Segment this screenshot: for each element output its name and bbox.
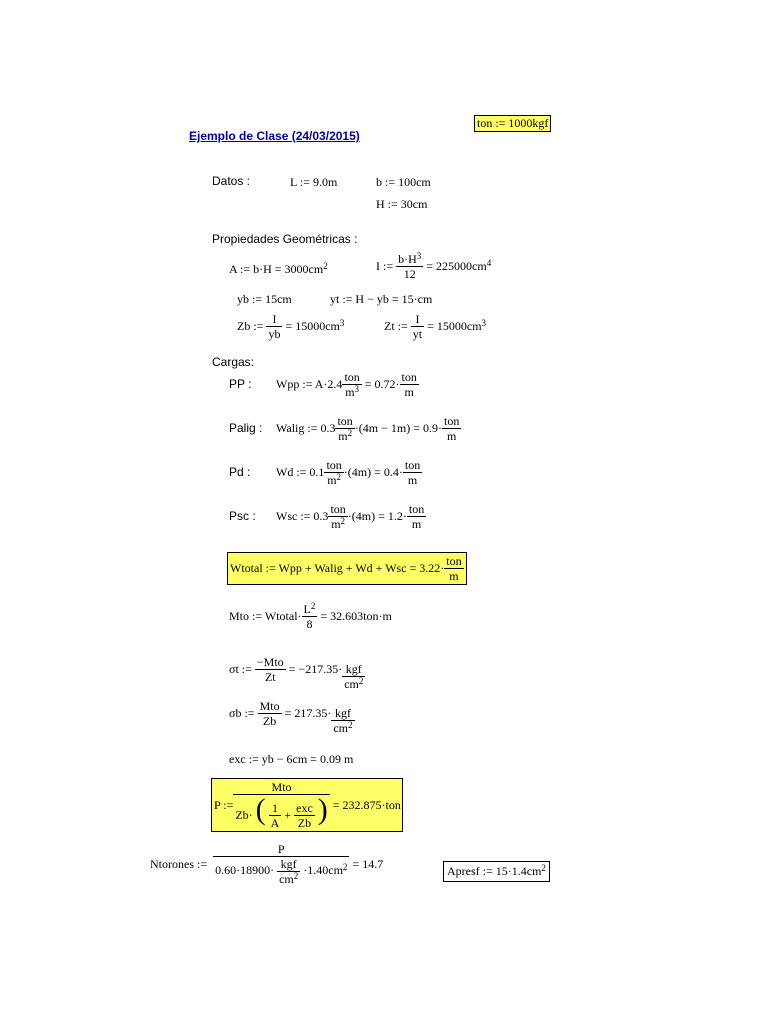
eq-Zb-lhs: Zb := bbox=[237, 319, 264, 333]
eq-Wsc-unit-den: m bbox=[331, 517, 341, 531]
eq-sigb-u-den: cm bbox=[333, 721, 349, 735]
eq-Walig bbox=[276, 414, 461, 443]
eq-Walig-unit bbox=[335, 414, 354, 443]
eq-P-den-pre: Zb· bbox=[235, 807, 253, 822]
eq-Wpp-r-den: m bbox=[404, 385, 414, 399]
palig-label: Palig : bbox=[229, 421, 263, 435]
eq-Wpp-lhs: Wpp := A·2.4 bbox=[276, 377, 343, 391]
eq-Walig-unit-num: ton bbox=[337, 414, 353, 428]
eq-P-f2 bbox=[294, 801, 315, 830]
eq-Zb-den: yb bbox=[268, 327, 281, 341]
eq-sigt-u-num: kgf bbox=[342, 662, 365, 677]
eq-Ntor-u-exp: 2 bbox=[293, 871, 299, 881]
eq-A bbox=[229, 262, 328, 277]
eq-sigt-den: Zt bbox=[264, 670, 276, 684]
datos-label: Datos : bbox=[212, 174, 251, 188]
eq-Wpp-unit-exp: 3 bbox=[354, 384, 360, 394]
eq-P-lhs: P := bbox=[214, 797, 234, 812]
eq-I-num: b·H bbox=[398, 252, 417, 266]
eq-Wpp-unit-den: m bbox=[345, 385, 355, 399]
eq-sigb-den: Zb bbox=[262, 714, 277, 728]
eq-sigb-u-exp: 2 bbox=[348, 720, 353, 730]
eq-I-lhs: I := bbox=[376, 259, 394, 273]
eq-P-rhs: = 232.875·ton bbox=[332, 797, 401, 812]
eq-Wpp bbox=[276, 370, 419, 399]
eq-P-f1-num: 1 bbox=[269, 801, 282, 816]
eq-Wsc-mid: ·(4m) = 1.2· bbox=[347, 509, 407, 523]
eq-P-frac bbox=[233, 780, 329, 831]
eq-sigb-frac bbox=[258, 699, 282, 728]
eq-sigb-lhs: σb := bbox=[229, 706, 255, 720]
eq-sigt-frac bbox=[255, 655, 286, 684]
eq-I: I := $\frac{b\cdot H^3}{12}$ = 225000cm $^4$ bbox=[376, 251, 492, 281]
eq-Ntor-frac bbox=[213, 842, 349, 886]
eq-Wpp-unit-num: ton bbox=[344, 370, 360, 384]
eq-Wsc-lhs: Wsc := 0.3 bbox=[276, 509, 329, 523]
eq-Apresf-exp: 2 bbox=[541, 863, 546, 873]
geo-label: Propiedades Geométricas : bbox=[212, 232, 358, 246]
eq-L: L := 9.0m bbox=[290, 175, 338, 189]
eq-P-lparen: ( bbox=[255, 792, 266, 826]
eq-Wd-result-unit bbox=[403, 458, 422, 487]
eq-Wsc-r-num: ton bbox=[408, 502, 425, 516]
eq-Wd-unit-den: m bbox=[327, 473, 337, 487]
eq-sigb-num: Mto bbox=[259, 699, 280, 713]
eq-Walig-lhs: Walig := 0.3 bbox=[276, 421, 336, 435]
eq-Wd-unit bbox=[324, 458, 343, 487]
eq-Ntor-rhs: = 14.7 bbox=[352, 856, 384, 871]
eq-A-exp: 2 bbox=[323, 261, 328, 271]
eq-Zt-lhs: Zt := bbox=[384, 319, 408, 333]
eq-Ntor-u-num: kgf bbox=[277, 857, 300, 872]
eq-Walig-result-unit bbox=[442, 414, 461, 443]
eq-Wtotal-lhs: Wtotal := Wpp + Walig + Wd + Wsc = 3.22· bbox=[230, 561, 445, 575]
ton-definition: ton := 1000kgf bbox=[477, 116, 549, 130]
P-box bbox=[211, 778, 403, 832]
eq-P-f2-num: exc bbox=[296, 801, 313, 816]
eq-Walig-r-den: m bbox=[447, 429, 457, 443]
eq-Wsc-unit-exp: 2 bbox=[340, 516, 346, 526]
eq-Wtotal-r-num: ton bbox=[446, 554, 462, 568]
eq-P-rparen: ) bbox=[317, 792, 328, 826]
eq-Mto-frac bbox=[302, 602, 318, 631]
eq-Walig-mid: ·(4m − 1m) = 0.9· bbox=[354, 421, 442, 435]
eq-sigt-num: −Mto bbox=[256, 655, 284, 669]
eq-Wsc-unit bbox=[328, 502, 347, 531]
eq-Ntor-num: P bbox=[213, 842, 349, 857]
eq-Zt-den: yt bbox=[412, 327, 423, 341]
eq-Wpp-r-num: ton bbox=[401, 370, 417, 384]
eq-Wd-unit-exp: 2 bbox=[336, 472, 342, 482]
eq-I-frac bbox=[396, 252, 423, 281]
eq-Zb-frac bbox=[266, 312, 282, 341]
eq-Zb-num: I bbox=[266, 312, 282, 327]
eq-P-plus: + bbox=[284, 807, 292, 822]
eq-sigt-unit bbox=[342, 662, 365, 691]
eq-Wpp-unit bbox=[342, 370, 361, 399]
eq-Walig-unit-den: m bbox=[338, 429, 348, 443]
wtotal-box bbox=[227, 552, 467, 585]
eq-sigt-lhs: σt := bbox=[229, 662, 252, 676]
cargas-label: Cargas: bbox=[212, 355, 255, 369]
eq-b: b := 100cm bbox=[376, 175, 431, 189]
eq-Zb: Zb := $\frac{I}{yb}$ = 15000cm $^3$ bbox=[237, 312, 345, 341]
eq-Wd-lhs: Wd := 0.1 bbox=[276, 465, 325, 479]
eq-I-rhs: = 225000cm bbox=[426, 259, 487, 273]
eq-Wd-unit-num: ton bbox=[326, 458, 342, 472]
eq-Zt-frac bbox=[411, 312, 424, 341]
eq-sigt-mid: = −217.35· bbox=[288, 662, 343, 676]
eq-yb: yb := 15cm bbox=[237, 292, 292, 306]
eq-P-f1-den: A bbox=[270, 816, 280, 831]
eq-Ntor-u-den: cm bbox=[279, 872, 294, 886]
page-title: Ejemplo de Clase (24/03/2015) bbox=[189, 129, 360, 143]
eq-Zt-num: I bbox=[411, 312, 424, 327]
eq-yt: yt := H − yb = 15·cm bbox=[330, 292, 433, 306]
eq-Ntor-unit bbox=[277, 857, 300, 886]
ton-definition-box bbox=[474, 115, 551, 132]
eq-Zt: Zt := $\frac{I}{yt}$ = 15000cm $^3$ bbox=[384, 312, 487, 341]
eq-P-f2-den: Zb bbox=[297, 816, 312, 831]
eq-sigma-t bbox=[229, 648, 365, 691]
eq-P-f1 bbox=[269, 801, 282, 830]
eq-Zb-rhs: = 15000cm bbox=[285, 319, 340, 333]
eq-Ntorones bbox=[150, 842, 383, 886]
eq-Wd-r-den: m bbox=[407, 473, 418, 487]
eq-Mto-num: L bbox=[303, 602, 311, 616]
eq-Zt-rhs: = 15000cm bbox=[427, 319, 482, 333]
apresf-box bbox=[443, 861, 550, 882]
eq-sigt-u-exp: 2 bbox=[358, 676, 364, 686]
eq-Ntor-den-pre: 0.60·18900· bbox=[215, 863, 275, 878]
eq-I-num-exp: 3 bbox=[416, 251, 422, 261]
eq-I-den: 12 bbox=[403, 267, 416, 281]
eq-Wd bbox=[276, 458, 422, 487]
eq-Mto-lhs: Mto := Wtotal· bbox=[229, 609, 302, 623]
eq-Wd-mid: ·(4m) = 0.4· bbox=[343, 465, 403, 479]
eq-sigb-unit bbox=[331, 706, 354, 735]
eq-A-text: A := b·H = 3000cm bbox=[229, 262, 324, 276]
eq-H: H := 30cm bbox=[376, 197, 428, 211]
eq-Mto-rhs: = 32.603ton·m bbox=[320, 609, 392, 623]
eq-sigb-u-num: kgf bbox=[331, 706, 354, 721]
eq-Walig-r-num: ton bbox=[444, 414, 460, 428]
eq-Apresf-text: Apresf := 15·1.4cm bbox=[447, 864, 542, 878]
eq-Mto-num-exp: 2 bbox=[310, 601, 316, 611]
eq-Wsc-result-unit bbox=[407, 502, 426, 531]
eq-P-num: Mto bbox=[233, 780, 329, 795]
eq-exc: exc := yb − 6cm = 0.09 m bbox=[229, 752, 354, 766]
eq-Wpp-result-unit bbox=[400, 370, 419, 399]
eq-sigt-u-den: cm bbox=[344, 677, 359, 691]
eq-Mto-den: 8 bbox=[306, 617, 313, 631]
eq-Ntor-lhs: Ntorones := bbox=[150, 856, 208, 871]
eq-Wsc bbox=[276, 502, 426, 531]
eq-Wtotal-unit bbox=[444, 554, 463, 583]
eq-sigma-b bbox=[229, 692, 355, 735]
eq-Wsc-r-den: m bbox=[411, 517, 422, 531]
eq-Wpp-mid: = 0.72· bbox=[364, 377, 400, 391]
eq-sigb-mid: = 217.35· bbox=[284, 706, 332, 720]
pp-label: PP : bbox=[229, 377, 252, 391]
eq-Wsc-unit-num: ton bbox=[330, 502, 346, 516]
eq-Ntor-den-post: ·1.40cm bbox=[303, 863, 343, 878]
psc-label: Psc : bbox=[229, 509, 256, 523]
eq-Walig-unit-exp: 2 bbox=[347, 428, 353, 438]
eq-Ntor-den-post-exp: 2 bbox=[342, 862, 348, 873]
eq-Wtotal-r-den: m bbox=[449, 569, 459, 583]
eq-Wd-r-num: ton bbox=[404, 458, 421, 472]
pd-label: Pd : bbox=[229, 465, 251, 479]
eq-Mto bbox=[229, 602, 392, 631]
